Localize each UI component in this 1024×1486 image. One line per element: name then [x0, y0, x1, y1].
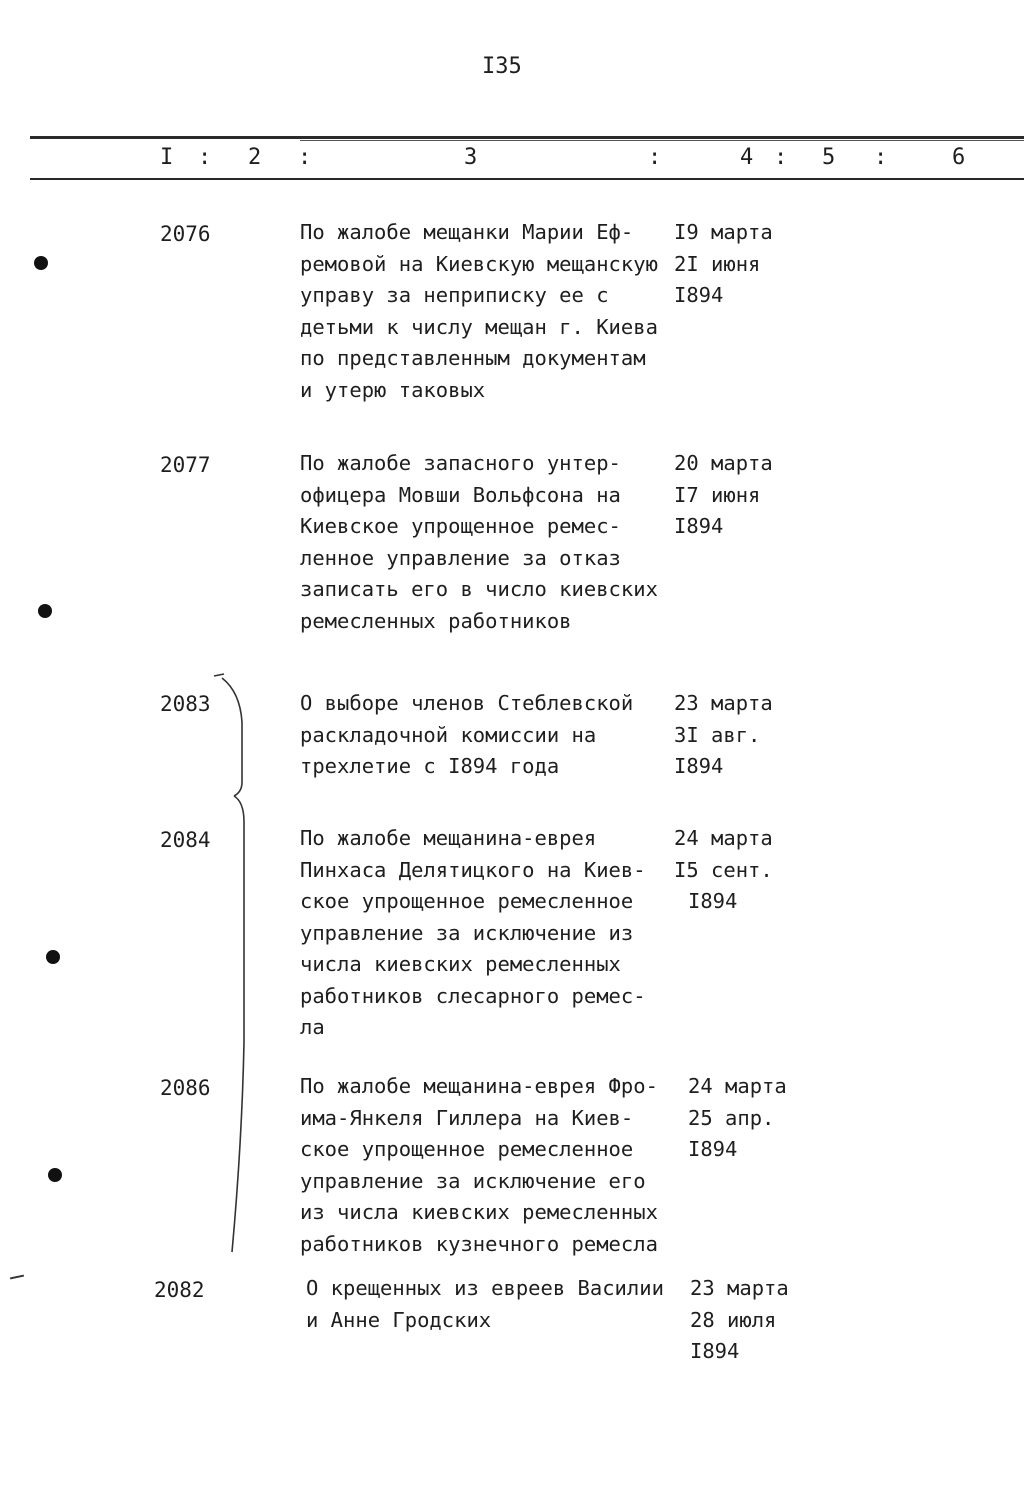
entry-date-end: I7 июня: [674, 482, 761, 507]
entry-text-line: По жалобе мещанина-еврея Фро-: [300, 1074, 658, 1098]
entry-text-line: ремовой на Киевскую мещанскую: [300, 251, 658, 276]
column-separator: :: [198, 145, 212, 170]
entry-number: 2086: [160, 1076, 211, 1100]
entry-date-start: 20 марта: [674, 451, 773, 475]
entry-text-line: трехлетие с I894 года: [300, 754, 560, 778]
entry-description: [300, 217, 680, 406]
entry-year: I894: [690, 1339, 740, 1363]
entry-description: [300, 1071, 680, 1260]
entry-year: I894: [674, 514, 724, 538]
punch-hole-mark: [38, 604, 52, 618]
column-separator: :: [774, 145, 788, 170]
entry-text-line: и утерю таковых: [300, 377, 486, 402]
entry-year: I894: [674, 283, 724, 307]
entry-text-line: и Анне Гродских: [306, 1307, 492, 1332]
entry-text-line: детьми к числу мещан г. Киева: [300, 314, 658, 339]
entry-text-line: из числа киевских ремесленных: [300, 1200, 658, 1224]
entry-text-line: Киевское упрощенное ремес-: [300, 514, 621, 538]
punch-hole-mark: [34, 256, 48, 270]
column-separator: :: [648, 145, 662, 170]
entry-dates: [688, 1071, 787, 1166]
handwritten-bracket-mark: [212, 672, 252, 1272]
page-number: I35: [482, 54, 522, 79]
entry-number: 2084: [160, 828, 211, 852]
entry-text-line: О крещенных из евреев Василии: [306, 1276, 664, 1300]
entry-text-line: По жалобе мещанки Марии Еф-: [300, 220, 634, 244]
entry-dates: [690, 1273, 789, 1368]
entry-dates: [674, 448, 773, 543]
entry-number: 2077: [160, 453, 211, 477]
entry-description: [306, 1273, 686, 1336]
entry-text-line: работников слесарного ремес-: [300, 983, 646, 1008]
entry-date-end: 2I июня: [674, 251, 761, 276]
entry-text-line: ремесленных работников: [300, 608, 572, 633]
entry-text-line: офицера Мовши Вольфсона на: [300, 482, 621, 507]
column-header-1: I: [160, 145, 174, 170]
entry-dates: [674, 217, 773, 312]
entry-text-line: записать его в число киевских: [300, 577, 658, 601]
entry-text-line: управление за исключение из: [300, 920, 634, 945]
entry-date-end: 28 июля: [690, 1307, 777, 1332]
entry-description: [300, 823, 680, 1044]
entry-text-line: Пинхаса Делятицкого на Киев-: [300, 857, 646, 882]
column-separator: :: [298, 145, 312, 170]
entry-text-line: По жалобе мещанина-еврея: [300, 826, 597, 850]
entry-year: I894: [674, 754, 724, 778]
entry-text-line: числа киевских ремесленных: [300, 952, 621, 976]
column-header-6: 6: [952, 145, 966, 170]
entry-date-end: 3I авг.: [674, 722, 761, 747]
entry-date-start: 23 марта: [674, 691, 773, 715]
entry-text-line: О выборе членов Стеблевской: [300, 691, 634, 715]
entry-text-line: управу за неприписку ее с: [300, 283, 609, 307]
entry-number: 2076: [160, 222, 211, 246]
header-top-rule: [30, 136, 1024, 139]
margin-tick-mark: [10, 1275, 24, 1280]
entry-date-start: 24 марта: [688, 1074, 787, 1098]
entry-text-line: ское упрощенное ремесленное: [300, 889, 634, 913]
column-header-4: 4: [740, 145, 754, 170]
entry-description: [300, 688, 680, 783]
entry-date-start: 24 марта: [674, 826, 773, 850]
punch-hole-mark: [46, 950, 60, 964]
column-header-3: 3: [464, 145, 478, 170]
entry-text-line: работников кузнечного ремесла: [300, 1231, 658, 1256]
column-header-2: 2: [248, 145, 262, 170]
entry-number: 2082: [154, 1278, 205, 1302]
entry-date-end: I5 сент.: [674, 857, 773, 882]
column-header-5: 5: [822, 145, 836, 170]
entry-text-line: По жалобе запасного унтер-: [300, 451, 621, 475]
entry-text-line: ское упрощенное ремесленное: [300, 1137, 634, 1161]
entry-date-start: 23 марта: [690, 1276, 789, 1300]
entry-number: 2083: [160, 692, 211, 716]
entry-text-line: раскладочной комиссии на: [300, 722, 597, 747]
header-bottom-rule: [30, 178, 1024, 180]
header-top-rule-secondary: [300, 140, 1024, 141]
entry-dates: [674, 823, 773, 918]
entry-date-end: 25 апр.: [688, 1105, 775, 1130]
entry-text-line: по представленным документам: [300, 346, 646, 370]
entry-text-line: ленное управление за отказ: [300, 545, 621, 570]
entry-dates: [674, 688, 773, 783]
entry-text-line: управление за исключение его: [300, 1168, 646, 1193]
entry-year: I894: [688, 889, 738, 913]
entry-year: I894: [688, 1137, 738, 1161]
entry-date-start: I9 марта: [674, 220, 773, 244]
entry-text-line: ла: [300, 1015, 325, 1039]
column-separator: :: [874, 145, 888, 170]
entry-text-line: има-Янкеля Гиллера на Киев-: [300, 1105, 634, 1130]
punch-hole-mark: [48, 1168, 62, 1182]
entry-description: [300, 448, 680, 637]
